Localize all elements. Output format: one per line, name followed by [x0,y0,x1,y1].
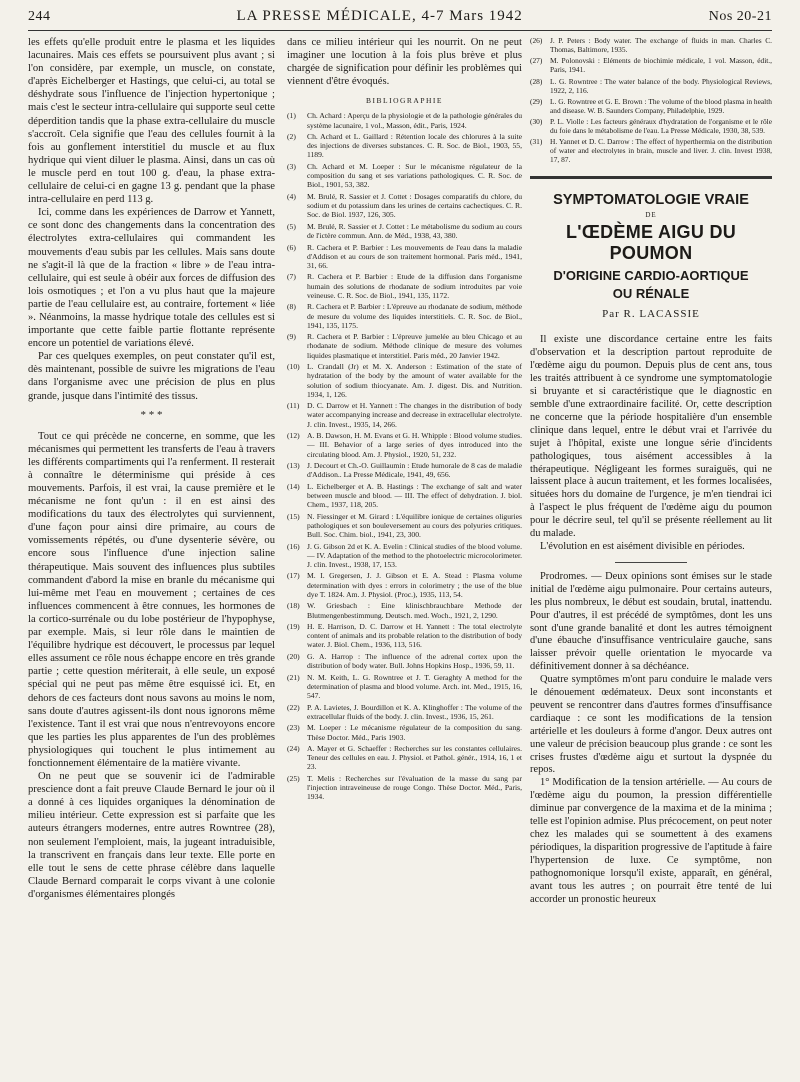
entry-number: (1) [287,111,296,121]
entry-text: Ch. Achard et M. Loeper : Sur le mécanisme régulateur de la composition du sang et ses variations pathologiques. C. R. Soc. de Biol., 1901, 53, 382. [307,161,522,190]
entry-number: (31) [530,137,543,147]
bibliography-entry [287,601,522,619]
bibliography-entry [287,431,522,459]
entry-number: (11) [287,401,300,411]
entry-number: (23) [287,723,300,733]
column-2 [287,36,522,1076]
entry-text: J. Decourt et Ch.-O. Guillaumin : Etude humorale de 8 cas de maladie d'Addison.. La Presse Médicale, 1941, 49, 656. [307,461,522,480]
entry-text: A. B. Dawson, H. M. Evans et G. H. Whipple : Blood volume studies. — III. Behavior of a large series of dyes introduced into the circulating blood. Am. J. Physiol., 1920, 51, 232. [307,431,522,459]
article-separator [530,176,772,179]
entry-text: M. Brulé, R. Sassier et J. Cottet : Dosages comparatifs du chlore, du sodium et du potassium dans les urines de certains cachectiques. C. R. Soc. de Biol. 1937, 126, 305. [307,191,522,220]
paragraph: les effets qu'elle produit entre le plasma et les liquides lacunaires. Mais ces effets se poursuivent plus avant ; si l'on considère, par exemple, un muscle, on constate, d'après Eichelberger et Hastings, que celui-ci, au total se déshydrate sous l'influence de l'injection hypertonique ; mais c'est le secteur intra-cellulaire qui supporte seul cette déperdition tandis que la phase extra-cellulaire du muscle s'accroît. Cela signifie que l'eau des cellules fournit à la fois au gonflement interstitiel du muscle et au flux hydrique qui vient diluer le plasma. Ainsi, dans un cas où le muscle perd en tout 100 g. d'eau, la phase extra-cellulaire de celui-ci en gagne 13 g. pendant que la phase intra-cellulaire en perd 113 g. [28,37,275,206]
bibliography-entry [287,723,522,741]
bibliography-entry [287,192,522,220]
entry-number: (5) [287,221,296,231]
bibliography-entry [287,571,522,599]
bibliography-entry [287,482,522,510]
entry-number: (26) [530,36,543,45]
entry-text: W. Griesbach : Eine klinischbrauchbare Methode der Blutmengenbestimmung. Deutsch. med. Woch., 1921, 2, 1290. [307,601,522,620]
article-author: Par R. LACASSIE [602,308,700,321]
entry-text: Ch. Achard et L. Gaillard : Rétention locale des chlorures à la suite des injections de diverses substances. C. R. Soc. de Biol., 1903, 55, 1189. [307,132,522,160]
bibliography-entry [287,243,522,271]
paragraph: L'évolution en est aisément divisible en périodes. [540,540,745,552]
article-title-line3: D'ORIGINE CARDIO-AORTIQUE [553,268,749,284]
bibliography-entry [530,77,772,95]
entry-text: H. Yannet et D. C. Darrow : The effect of hyperthermia on the distribution of water and electrolytes in brain, muscle and liver. J. clin. Invest 1938, 17, 87. [550,137,772,165]
entry-number: (24) [287,744,300,753]
entry-number: (10) [287,362,300,372]
bibliography-entry [287,401,522,429]
column-1 [28,36,275,1076]
entry-text: R. Cachera et P. Barbier : Etude de la diffusion dans l'organisme humain des solutions de rhodanate de sodium introduites par voie veineuse. C. R. Soc. de Biol., 1941, 135, 1172. [307,272,522,300]
entry-number: (8) [287,302,296,312]
entry-text: P. A. Lavietes, J. Bourdillon et K. A. Klinghoffer : The volume of the extracellular fluids of the body. J. clin. Invest., 1936, 15, 261. [307,702,522,721]
entry-text: P. L. Violle : Les facteurs généraux d'hydratation de l'organisme et le rôle du foie dans le métabolisme de l'eau. La Presse Médicale, 1930, 38, 539. [550,117,772,136]
entry-number: (25) [287,773,300,783]
article-title-main: L'ŒDÈME AIGU DU POUMON [565,222,737,264]
paragraph: Il existe une discordance certaine entre les faits d'observation et la description partout reproduite de l'œdème aigu du poumon. Depuis plus de cent ans, tous les traités attribuent à ce syndrome une symptomatologie si bruyante et si caractéristique que le diagnostic en semble d'une extraordinaire facilité. Or, cette description ne concerne que la période hospitalière d'un ensemble clinique dans lequel, entre le début vrai et l'arrivée du sujet à l'hôpital, existe une longue série d'incidents pathologiques, tous aisément accessibles à la thérapeutique. Négligeant les formes suraiguës, qui ne laissent place à aucun traitement, et les formes localisées, situées hors du domaine de l'urgence, je m'en tiendrai ici à l'aspect le plus fréquent de l'œdème aigu du poumon pour le décrire seul, tel qu'il se présente réellement au lit du malade. [530,334,772,540]
entry-number: (18) [287,601,300,611]
entry-text: A. Mayer et G. Schaeffer : Recherches sur les constantes cellulaires. Teneur des cellules en eau. J. Physiol. et Pathol. génér., 1914, 16, 1 et 23. [307,744,522,772]
paragraph: Prodromes. — Deux opinions sont émises sur le stade initial de l'œdème aigu pulmonaire. Pour certains auteurs, les plus nombreux, le début est soudain, brutal, inattendu. Pour d'autres, il est précédé de symptômes, dont les uns sont d'une grande banalité et dont les autres témoignent d'une ébauche d'insuffisance ventriculaire gauche, sans laisser prévoir quelle orientation le myocarde va définitivement donner à sa déchéance. [530,570,772,673]
entry-number: (19) [287,622,300,632]
entry-number: (6) [287,242,296,252]
bibliography-entry [287,111,522,129]
entry-text: L. G. Rowntree : The water balance of the body. Physiological Reviews, 1922, 2, 116. [550,76,772,95]
paragraph: Ici, comme dans les expériences de Darrow et Yannett, ce sont donc des changements dans la concentration des électrolytes extra-cellulaires qui commandent les mouvements d'eau subis par les cellules. Mais sans doute ne s'agit-il là que de la fraction « libre » de l'eau intra-cellulaire, qui est seule à obéir aux forces de diffusion des lois osmotiques ; et l'on a vu plus haut que la majeure partie de l'eau cellulaire est, au contraire, fortement « liée ». Néanmoins, la masse hydrique totale des cellules est si importante que cette faible partie flottante représente encore un potentiel de variations élevé. [28,207,275,350]
entry-number: (29) [530,96,543,106]
entry-number: (16) [287,541,300,551]
entry-number: (15) [287,511,300,521]
entry-number: (17) [287,571,300,581]
entry-number: (7) [287,272,296,282]
bibliography-entry [287,132,522,160]
paragraph: Tout ce qui précède ne concerne, en somme, que les mécanismes qui permettent les transferts de l'eau à travers les différents compartiments qui l'a renferment. Il resterait à connaître le déterminisme qui préside à ces mouvements. Parfois, il est vrai, la cause première et le mécanisme ne font qu'un : il en est ainsi des modifications du taux des électrolytes qui surviennent, d'une façon pour ainsi dire primaire, au cours de vomissements répétés, ou d'une dysenterie sévère, ou encore sous l'influence d'une injection saline thérapeutique. Mais souvent des influences plus subtiles commandent d'abord la mise en branle du mécanisme qui lui-même met l'eau en mouvement ; certaines de ces influences commencent à être connues, les hormones de la cortico-surrénale ou du lobe postérieur de l'hypophyse, par exemple. Mais, si leur rôle dans le maintien de l'équilibre hydrique est découvert, le processus par lequel elles assument ce rôle nous échappe encore en très grande partie ; cette question mériterait, à elle seule, un exposé spécial qui ne peut pas même être esquissé ici. Et, en dehors de ces facteurs dont nous savons au moins le nom, sans doute d'autres agissent-ils dont nous ignorons même l'existence. Tant il est vrai que nous n'entrevoyons encore que les parties les plus apparentes de l'un des problèmes physiologiques qui touchent le plus intimement au fonctionnement élémentaire de la matière vivante. [28,430,275,769]
entry-number: (30) [530,117,543,127]
bibliography-entry [287,652,522,670]
bibliography-entry [287,774,522,802]
entry-number: (3) [287,161,296,171]
entry-number: (14) [287,481,300,491]
article-title-de: DE [645,211,657,220]
bibliography-title: BIBLIOGRAPHIE [366,96,443,106]
entry-text: L. Eichelberger et A. B. Hastings : The exchange of salt and water between muscle and blood. — III. The effect of dehydration. J. biol. Chem., 1937, 118, 205. [307,481,522,510]
entry-text: J. P. Peters : Body water. The exchange of fluids in man. Charles C. Thomas, Baltimore, 1935. [550,36,772,54]
bibliography-entry [530,36,772,54]
issue-number: Nos 20-21 [708,9,772,24]
entry-text: L. Crandall (Jr) et M. X. Anderson : Estimation of the state of hydratation of the body by the amount of water available for the solution of sodium thiocyanate. Am. J. digest. Dis. and Nutrition. 1934, 1, 126. [307,362,522,399]
paragraph-divider [615,562,688,563]
column-3 [530,36,772,1076]
entry-text: M. Brulé, R. Sassier et J. Cottet : Le métabolisme du sodium au cours de l'ictère commun. Ann. de Méd., 1938, 43, 380. [307,221,522,240]
bibliography-list [287,111,522,801]
bibliography-entry [287,332,522,360]
entry-text: L. G. Rowntree et G. E. Brown : The volume of the blood plasma in health and disease. W. B. Saunders Company, Philadelphie, 1929. [550,96,772,115]
bibliography-entry [287,622,522,650]
entry-text: D. C. Darrow et H. Yannett : The changes in the distribution of body water accompanying increase and decrease in extracellular electrolyte. J. clin. Invest., 1935, 14, 266. [307,401,522,429]
bibliography-entry [287,512,522,540]
bibliography-entry [287,162,522,190]
entry-text: Ch. Achard : Aperçu de la physiologie et de la pathologie générales du système lacunaire, 1 vol., Masson, édit., Paris, 1924. [307,111,522,130]
entry-text: M. I. Gregersen, J. J. Gibson et E. A. Stead : Plasma volume determination with dyes : errors in colorimetry ; the use of the blue dye T. 1824. Am. J. Physiol. (Proc.), 1935, 113, 54. [307,571,522,599]
entry-number: (21) [287,672,300,682]
bibliography-entry [287,673,522,701]
entry-number: (4) [287,191,296,201]
entry-number: (22) [287,702,300,712]
entry-text: J. G. Gibson 2d et K. A. Evelin : Clinical studies of the blood volume. — IV. Adaptation of the method to the photoelectric microcolorimeter. J. clin. Invest., 1938, 17, 153. [307,541,522,569]
bibliography-entry [287,703,522,721]
section-stars: * * * [140,408,163,421]
bibliography-entry [530,137,772,164]
bibliography-entry [530,97,772,115]
header-rule [28,30,772,31]
article-title-line4: OU RÉNALE [612,286,690,302]
bibliography-entry [287,362,522,399]
entry-text: G. A. Harrop : The influence of the adrenal cortex upon the distribution of body water. Bull. Johns Hopkins Hosp., 1936, 59, 11. [307,651,522,671]
bibliography-entry [287,302,522,330]
paragraph: 1° Modification de la tension artérielle. — Au cours de l'œdème aigu du poumon, la pression différentielle diminue par convergence de la maxima et de la minima ; telle est l'opinion admise. Plus précocement, on peut noter chez les malades qui se soumettent à des examens périodiques, la disparition progressive de l'aptitude à faire l'hypertension de luxe. Ce symptôme, non pathognomonique lorsqu'il existe, apparaît, en général, avant tous les autres ; on pourrait être tenté de lui accorder un pronostic heureux [530,777,772,905]
entry-text: R. Cachera et P. Barbier : Les mouvements de l'eau dans la maladie d'Addison et au cours de son traitement hormonal. Paris méd., 1941, 31, 66. [307,242,522,270]
entry-text: M. Polonovski : Eléments de biochimie médicale, 1 vol. Masson, édit., Paris, 1941. [550,56,772,75]
page-number: 244 [28,9,51,24]
entry-text: M. Loeper : Le mécanisme régulateur de la composition du sang. Thèse Doctor. Méd., Paris 1903. [307,723,522,742]
paragraph: Par ces quelques exemples, on peut constater qu'il est, dès maintenant, possible de suivre les migrations de l'eau dans l'organisme avec une précision de plus en plus grande, jusque dans l'intimité des tissus. [28,351,275,402]
entry-number: (28) [530,76,543,86]
entry-text: H. E. Harrison, D. C. Darrow et H. Yannett : The total electrolyte content of animals and its probable relation to the distribution of body water. J. Biol. Chem., 1936, 113, 516. [307,622,522,650]
page-header [28,8,772,30]
bibliography-entry [287,461,522,479]
bibliography-entry [287,222,522,240]
entry-text: R. Cachera et P. Barbier : L'épreuve jumelée au bleu Chicago et au rhodanate de sodium. Méthode clinique de mesure des volumes liquides plasmatique et interstitiel. Paris méd., 20 Janvier 1942. [307,332,522,360]
entry-text: T. Melis : Recherches sur l'évaluation de la masse du sang par l'injection intraveineuse de rouge Congo. Thèse Doctor. Méd., Paris, 1934. [307,773,522,802]
entry-number: (2) [287,132,296,142]
entry-number: (12) [287,431,300,441]
bibliography-entry [287,744,522,772]
entry-number: (27) [530,56,543,66]
bibliography-entry [287,542,522,570]
entry-number: (13) [287,461,300,471]
bibliography-entry [530,117,772,135]
journal-title: LA PRESSE MÉDICALE, 4-7 Mars 1942 [236,8,523,24]
entry-number: (9) [287,332,296,342]
entry-text: N. M. Keith, L. G. Rowntree et J. T. Geraghty A method for the determination of plasma and blood volume. Arch. int. Med., 1915, 16, 547. [307,672,522,701]
entry-text: N. Fiessinger et M. Girard : L'équilibre ionique de certaines oliguries pathologiques et son bouleversement au cours des polyuries critiques. Bull. Soc. Chim. biol., 1941, 23, 300. [307,511,522,540]
bibliography-entry [530,56,772,74]
bibliography-entry [287,272,522,300]
paragraph: Quatre symptômes m'ont paru conduire le malade vers le dénouement œdémateux. Deux sont inconstants et peuvent se rencontrer dans d'autres formes d'insuffisance cardiaque : ce sont les modifications de la tension artérielle et les douleurs à forme d'angor. Deux autres ont une valeur de précision beaucoup plus grande : ce sont les crises frustes d'œdème aigu et surtout la dyspnée du repos. [530,674,772,776]
paragraph: dans ce milieu intérieur qui les nourrit. On ne peut imaginer une locution à la fois plus brève et plus chargée de signification pour définir les problèmes qui viennent d'être évoqués. [287,37,522,88]
entry-number: (20) [287,651,300,661]
entry-text: R. Cachera et P. Barbier : L'épreuve au rhodanate de sodium, méthode de mesure du volume des liquides interstitiels. C. R. Soc. de Biol., 1941, 135, 1175. [307,302,522,330]
bibliography-list-continued [530,36,772,164]
article-title-line1: SYMPTOMATOLOGIE VRAIE [553,192,749,209]
paragraph: On ne peut que se souvenir ici de l'admirable prescience dont a fait preuve Claude Bernard le jour où il a donné à ces liquides organiques la dénomination de milieu intérieur. Cette expression est si parfaite que les auteurs étrangers modernes, entre autres Rowntree (28), non seulement l'emploient, mais, la jugeant intraduisible, la transcrivent en français dans leur texte. Elle porte en elle tout le sens de cette phrase célèbre dans laquelle Claude Bernard comparait le corps vivant à une colonie d'organismes élémentaires plongés [28,771,275,900]
